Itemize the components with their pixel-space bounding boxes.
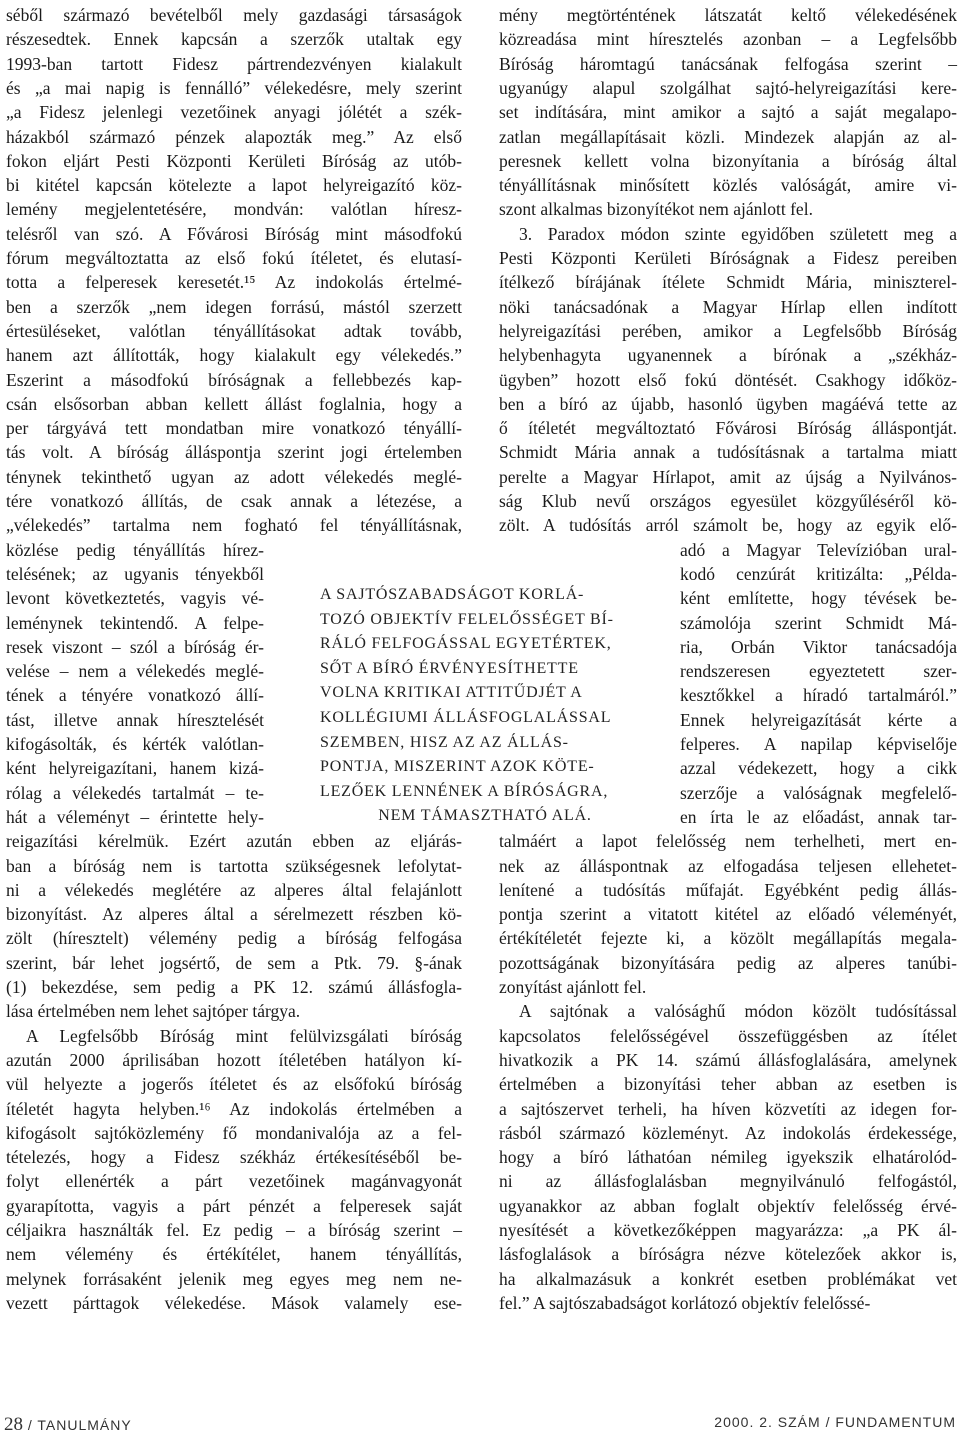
left_column-line: vezett párttagok vélekedése. Mások valamely ese-: [6, 1292, 462, 1313]
right_column-line: ítélkező bírájának ítélete Schmidt Mária, miniszterel-: [499, 272, 957, 293]
left_column-line: szerint, bár lehet jogsértő, de sem a Ptk. 79. §-ának: [6, 952, 462, 973]
right_column-line: perelte a Magyar Hírlapot, amit az újság a Nyilvános-: [499, 466, 957, 487]
left_column-line: 1993-ban tartott Fidesz pártrendezvényen kialakult: [6, 53, 462, 74]
left_column-line: Eszerint a másodfokú bíróságnak a fellebbezés kap-: [6, 369, 462, 390]
right_column-line: kodó cenzúrát kritizálta: „Példa-: [680, 563, 957, 584]
right_column-line: Ennek helyreigazítását kérte a: [680, 709, 957, 730]
section-label: / TANULMÁNY: [23, 1417, 132, 1433]
left_column-line: vül helyezte a jogerős ítéletet és az elsőfokú bíróság: [6, 1074, 462, 1095]
right_column-line: felperes. A napilap képviselője: [680, 734, 957, 754]
left_column-line: per tárgyává tett mondatban mire vonatkozó tényállí-: [6, 418, 462, 439]
pull-quote-line: SZEMBEN, HISZ AZ AZ ÁLLÁS-: [320, 733, 569, 751]
right_column-line: kapcsolatos felelősségével összefüggésben az ítélet: [499, 1025, 957, 1046]
right_column-line: en írta le az előadást, annak tar-: [680, 806, 957, 827]
right_column-line: fel.” A sajtószabadságot korlátozó objektív felelőssé-: [499, 1292, 871, 1313]
left_column-line: leménynek tekintendő. A felpe-: [6, 612, 264, 633]
right_column-line: számolója szerint Schmidt Má-: [680, 612, 957, 633]
left_column-line: ni a vélekedés meglétére az alperes által felajánlott: [6, 879, 462, 900]
left_column-line: A Legfelsőbb Bíróság mint felülvizsgálati bíróság: [26, 1025, 462, 1046]
left_column-line: értesüléseket, valótlan tényállításokat adtak tovább,: [6, 320, 462, 341]
left_column-line: tételezés, hogy a Fidesz székház értékesítéséből be-: [6, 1147, 462, 1168]
left_column-line: (1) bekezdése, sem pedig a PK 12. számú állásfogla-: [6, 977, 462, 997]
left_column-line: közlése pedig tényállítás hírez-: [6, 539, 264, 560]
right_column-line: Pesti Központi Kerületi Bíróságnak a Fidesz pereiben: [499, 248, 957, 268]
left_column-line: csán elsősorban abban kellett állást foglalnia, hogy a: [6, 393, 462, 414]
pull-quote-line: LEZŐEK LENNÉNEK A BÍRÓSÁGRA,: [320, 782, 609, 800]
left_column-line: reigazítási kérelmük. Ezért azután ebben az eljárás-: [6, 831, 462, 852]
right_column-line: tényállításnak minősített közlés valóságát, amire vi-: [499, 175, 957, 196]
right_column-line: lenítené a tudósítás műfaját. Egyébként pedig állás-: [499, 879, 957, 900]
left_column-line: zölt (híresztelt) vélemény pedig a bíróság felfogása: [6, 928, 462, 949]
left_column-line: ténynek tekinthető ugyan az adott vélekedés meglé-: [6, 466, 462, 487]
right_column-line: szerzője a valóságnak megfelelő-: [680, 782, 957, 803]
right_column-line: zölt. A tudósítás arról számolt be, hogy az egyik elő-: [499, 515, 957, 536]
left_column-line: és „a mai napig is fennálló” vélekedésre, mely szerint: [6, 77, 462, 98]
right_column-line: helybenhagyta ugyanennek a bírónak a „székház-: [499, 345, 957, 366]
right_column-line: ként említette, hogy tévések be-: [680, 588, 957, 609]
right_column-line: értelmében a bizonyítási teher abban az esetben is: [499, 1074, 957, 1095]
left_column-line: ítéletét hagyta helyben.¹⁶ Az indokolás értelmében a: [6, 1098, 462, 1119]
right_column-line: ugyanakkor az abban foglalt objektív felelősség érvé-: [499, 1195, 957, 1216]
right_column-line: ria, Orbán Viktor tanácsadója: [680, 636, 957, 657]
left_column-line: részesedtek. Ennek kapcsán a szerzők utaltak egy: [6, 29, 462, 50]
pull-quote-line: KOLLÉGIUMI ÁLLÁSFOGLALÁSSAL: [320, 709, 612, 726]
right_column-line: talmáért a lapot felelősség nem terhelheti, mert en-: [499, 831, 957, 852]
left_column-line: tének a tényére vonatkozó állí-: [6, 685, 264, 706]
right_column-line: nek az álláspontnak az elfogadása teljesen ellehetet-: [499, 855, 957, 876]
left_column-line: tást, illetve annak híresztelését: [6, 709, 264, 730]
right_column-line: pozottságának bizonyítására pedig az alperes tanúbi-: [499, 952, 957, 973]
left_column-line: „vélekedés” tartalma nem fogható fel tényállításnak,: [6, 515, 462, 536]
pull-quote-line: RÁLÓ FELFOGÁSSAL EGYETÉRTEK,: [320, 635, 612, 653]
pull-quote-line: SŐT A BÍRÓ ÉRVÉNYESÍTHETTE: [320, 659, 579, 677]
right_column-line: ügyben” hozott első fokú döntését. Csakhogy időköz-: [499, 369, 957, 390]
left_column-line: totta a felperesek keresetét.¹⁵ Az indokolás értelmé-: [6, 272, 462, 293]
left_column-line: nem vélemény és értékítélet, hanem tényállítás,: [6, 1244, 462, 1265]
left_column-line: hát a véleményt – érintette hely-: [6, 806, 264, 827]
pull-quote-line: PONTJA, MISZERINT AZOK KÖTE-: [320, 758, 595, 776]
right_column-line: zatlan megállapításait közli. Mindezek alapján az al-: [499, 126, 957, 147]
left_column-line: velése – nem a vélekedés meglé-: [6, 661, 264, 682]
right_column-line: ben a bíró az újabb, hasonló ügyben magáévá tette az: [499, 393, 957, 414]
right_column-line: set indítására, mint amikor a sajtó a saját megalapo-: [499, 102, 957, 123]
right_column-line: ő ítéletét megváltoztató Fővárosi Bíróság álláspontját.: [499, 418, 957, 439]
left_column-line: bi kitétel kapcsán kötelezte a lapot helyreigazító köz-: [6, 175, 462, 196]
left_column-line: resek viszont – szól a bíróság ér-: [6, 636, 264, 657]
left_column-line: „a Fidesz jelenlegi vezetőinek anyagi jólétét a szék-: [6, 102, 462, 123]
right_column-line: nöki tanácsadónak a Magyar Hírlap ellen indított: [499, 296, 957, 317]
right_column-line: helyreigazítási perében, amikor a Legfelsőbb Bíróság: [499, 320, 957, 341]
page-number: 28: [4, 1414, 23, 1435]
pull-quote-line: A SAJTÓSZABADSÁGOT KORLÁ-: [320, 586, 585, 603]
right_column-line: ni az állásfoglalásban megnyilvánuló felfogástól,: [499, 1171, 957, 1192]
left_column-line: telésének; az ugyanis tényekből: [6, 563, 264, 584]
right_column-line: azzal védekezett, hogy a cikk: [680, 758, 957, 779]
left_column-line: azután 2000 áprilisában hozott ítéletében hatályon kí-: [6, 1049, 462, 1070]
left_column-line: hanem azt állították, hogy kialakult egy vélekedés.”: [6, 345, 462, 366]
left_column-line: fokon eljárt Pesti Központi Kerületi Bíróság az utób-: [6, 150, 462, 171]
left_column-line: gyarapította, vagyis a párt pénzét a felperesek saját: [6, 1195, 462, 1216]
right_column-line: rendszeresen egyeztetett szer-: [680, 661, 957, 682]
right_column-line: Bíróság háromtagú tanácsának felfogása szerint –: [499, 53, 957, 74]
left_column-line: tás volt. A bíróság álláspontja szerint jogi értelemben: [6, 442, 462, 463]
left_column-line: séből származó bevételből mely gazdasági társaságok: [6, 5, 462, 25]
left_column-line: telésről van szó. A Fővárosi Bíróság mint másodfokú: [6, 223, 462, 244]
right_column-line: peresnek kellett volna bizonyítania a bíróság által: [499, 150, 957, 171]
right_column-line: pontja szerint a vitatott kitétel az előadó véleményét,: [499, 904, 957, 925]
right_column-line: nyesítését a következőképpen magyarázza: „a PK ál-: [499, 1220, 957, 1240]
pull-quote-line: NEM TÁMASZTHATÓ ALÁ.: [378, 807, 592, 825]
right_column-line: 3. Paradox módon szinte egyidőben született meg a: [519, 223, 957, 244]
left_column-line: ban a bíróság nem is tartotta szükségesnek lefolytat-: [6, 855, 462, 876]
left_column-line: fórum megváltoztatta az első fokú ítéletet, és elutasí-: [6, 248, 462, 268]
right_column-line: Schmidt Mária annak a tudósításnak a tartalma miatt: [499, 442, 957, 463]
pull-quote-line: TOZÓ OBJEKTÍV FELELŐSSÉGET BÍ-: [320, 610, 614, 628]
right_column-line: a sajtószervet terheli, ha híven közvetíti az idegen for-: [499, 1098, 957, 1119]
left_column-line: lemény megjelentetésére, mondván: valótlan híresz-: [6, 199, 462, 220]
left_column-line: rólag a vélekedés tartalmát – te-: [6, 782, 264, 803]
pull-quote-line: VOLNA KRITIKAI ATTITŰDJÉT A: [320, 684, 583, 702]
issue-label: 2000. 2. SZÁM / FUNDAMENTUM: [714, 1414, 956, 1430]
right_column-line: A sajtónak a valósághű módon közölt tudósítással: [519, 1001, 957, 1022]
right_column-line: ha alkalmazásuk a konkrét esetben problémákat vet: [499, 1268, 957, 1289]
left_column-line: kifogásolták, és kérték valótlan-: [6, 734, 264, 754]
left_column-line: bizonyítást. Az alperes által a sérelmezett részben kö-: [6, 904, 462, 925]
left_column-line: tére vonatkozó állítás, de csak annak a létezése, a: [6, 491, 462, 511]
right_column-line: értékítéletét fejezte ki, a közölt megállapítás megala-: [499, 928, 957, 949]
left_column-line: ben a szerzők „nem idegen forrású, mástól szerzett: [6, 296, 462, 317]
right_column-line: mény megtörténtének látszatát keltő vélekedésének: [499, 5, 957, 25]
right_column-line: lásfoglalások a bíróságra nézve kötelezőek akkor is,: [499, 1244, 957, 1265]
right_column-line: hogy a bíró láthatóan némileg igyekszik elhatárolód-: [499, 1147, 957, 1168]
right_column-line: kesztőkkel a híradó tartalmáról.”: [680, 685, 957, 706]
right_column-line: adó a Magyar Televízióban ural-: [680, 539, 957, 560]
left_column-line: melynek forrásaként jelenik meg egyes meg nem ne-: [6, 1268, 462, 1289]
left_column-line: ként helyreigazítani, hanem kizá-: [6, 758, 264, 779]
right_column-line: közreadása mint híresztelés azonban – a Legfelsőbb: [499, 29, 957, 50]
right_column-line: zonyítást ajánlott fel.: [499, 977, 647, 997]
left_column-line: céljaikra használták fel. Ez pedig – a bíróság szerint –: [6, 1220, 462, 1240]
footer-left: [4, 1414, 132, 1436]
left_column-line: kifogásolt sajtóközlemény fő mondanivalója az a fel-: [6, 1122, 462, 1143]
right_column-line: rásból származó közleményt. Az indokolás érdekessége,: [499, 1122, 957, 1143]
right_column-line: ugyanúgy alapul szolgálhat sajtó-helyreigazítási kere-: [499, 77, 957, 98]
right_column-line: ság Klub nevű országos egyesület közgyűléséről kö-: [499, 491, 957, 511]
left_column-line: folyt ellenérték a párt vezetőinek magánvagyonát: [6, 1171, 462, 1192]
left_column-line: házakból származó pénzek alapozták meg.” Az első: [6, 126, 462, 147]
right_column-line: szont alkalmas bizonyítékot nem ajánlott fel.: [499, 199, 813, 220]
right_column-line: hivatkozik a PK 14. számú állásfoglalására, amelynek: [499, 1049, 957, 1070]
left_column-line: levont következtetés, vagyis vé-: [6, 588, 264, 609]
left_column-line: lása értelmében nem lehet sajtóper tárgya.: [6, 1001, 301, 1022]
